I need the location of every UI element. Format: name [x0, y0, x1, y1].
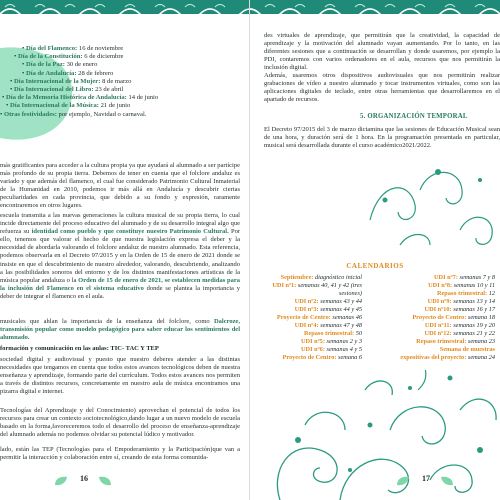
calendar-row: UDI nº10: semanas 16 y 17	[424, 306, 495, 313]
calendar-row: Repaso trimestral: semana 23	[416, 338, 495, 345]
top-swirl-border-right	[250, 0, 500, 22]
paragraph-identidad: escuela transmita a las nuevas generaciones la cultura musical de su propia tierra, lo cual incide directamente del proceso educativo del alumnado y de su desarrollo integral algo que refuerza su identidad como pueblo y que constituye nuestro Patrimonio Cultural. Por ello, tenemos que valorar el hecho de que nuestra legislación expresa el deber y la necesidad de abordarla valorando el folclore andaluz de nuestro alumnado. Esta referencia, podemos observarla en el Decreto 97/2015 y en la Orden de 15 de enero de 2021 donde se insiste en que el descubrimiento de nuestro alrededor, valorando, descubriendo, analizando a las posibilidades sonoros del entorno y de los distintos manifestaciones artísticas de la música popular andaluza o la Orden de 15 de enero de 2021, se establecen medidas para la inclusión del Flamenco en el sistema educativo donde se plantea la importancia y deber de integrar el flamenco en el aula.	[0, 212, 240, 300]
calendar-row: UDI nº2: semanas 43 y 44	[294, 298, 362, 305]
paragraph-dispositivos: Además, usaremos otros dispositivos audiovisuales que nos permitirán realizar grabaciones de vídeo a nuestro alumnado y tocar instrumentos virtuales, como son las aplicaciones digitales de teclado, entre otras herramientas que desarrollaremos en el apartado de recursos.	[264, 72, 500, 104]
calendar-row: UDI nº6: semanas 4 y 5	[300, 346, 362, 353]
date-row: • Día del Flamenco: 16 de noviembre	[22, 45, 124, 52]
page-number-right: 17	[422, 474, 430, 483]
calendar-row: expositivas del proyecto: semana 24	[400, 354, 495, 361]
calendar-row: UDI nº3: semanas 44 y 45	[294, 306, 362, 313]
calendar-row: Semana de muestras	[439, 346, 495, 353]
calendar-row: UDI nº8: semanas 10 y 11	[428, 282, 495, 289]
calendar-column-left	[250, 274, 362, 362]
calendar-row: UDI nº4: semanas 47 y 48	[294, 322, 362, 329]
paragraph-pedagogia: musicales que ahlan la importancia de la enseñanza del folclore, como Dalcroze, transmisión popular como modelo pedagógico para saber educar los sentimientos del alumnado.	[0, 318, 240, 342]
paragraph-tep: lado, están las TEP (Tecnologías para el Empoderamiento y la Participación)que van a permitir la interacción y colaboración entre sí, creando de esta forma comunida-	[0, 446, 240, 462]
calendar-row: Repaso trimestral: 12	[436, 290, 495, 297]
calendar-row: Proyecto de Centro: semana 6	[282, 354, 362, 361]
leaf-icon	[98, 476, 112, 486]
calendar-row: UDI nº5: semanas 2 y 3	[300, 338, 362, 345]
date-row: • Día Internacional del Libro: 23 de abril	[10, 86, 124, 94]
top-swirl-border-left	[0, 0, 250, 22]
calendar-row: Proyecto de Centro: semana 18	[412, 314, 495, 321]
paragraph-sociedad-digital: sociedad digital y audiovisual y puesto que nuestro deberes atender a las distintas necesidades que tengamos en cuenta que todos estos avances tecnológicos deben de nuestra enseñanza y aprendizaje, formando parte del currículum. Todos estos avances nos permiten a través de distintos recursos, concretamente en nuestro aula de música encontramos una pizarra digital e internet.	[0, 356, 240, 396]
date-row: • Día de la Constitución: 6 de diciembre	[14, 53, 124, 61]
date-row: • Día Internacional de la Mujer: 8 de marzo	[10, 77, 132, 85]
date-row: • Día de la Memoria Histórica de Andalucía: 14 de junio	[2, 94, 159, 102]
calendar-column-right	[378, 274, 495, 362]
swirl-decoration-middle	[360, 160, 500, 255]
page-number-left: 16	[80, 474, 88, 483]
calendar-row: UDI nº12: semanas 21 y 22	[424, 330, 495, 337]
paragraph-tac: Tecnologías del Aprendizaje y del Conocimiento) aprovechan el potencial de todos los recursos para crear un contexto sociotecnológico,dando lugar a un nuevo modelo de escuela basado en la forma,favoreceremos todo el desarrollo del proceso de enseñanza-aprendizaje del alumnado además no podemos olvidar su potencial lúdico y motivador.	[0, 407, 240, 439]
right-page	[250, 0, 500, 500]
section-heading-tic: formación y comunicación en las aulas: TIC- TAC Y TEP	[0, 345, 159, 352]
calendar-row: UDI nº7: semanas 7 y 8	[433, 274, 495, 281]
date-row: • Otras festividades: por ejemplo, Navidad o carnaval.	[0, 110, 147, 118]
calendar-row: sesiones)	[338, 290, 362, 297]
date-row: • Día Internacional de la Música: 21 de junio	[6, 102, 131, 110]
dates-list	[0, 45, 240, 119]
calendar-row: Repaso trimestral: 50	[303, 330, 362, 337]
date-row: • Día de la Paz: 30 de enero	[22, 61, 98, 69]
paragraph-folclore: más gratificantes para acceder a la cultura propia ya que ayudará al alumnado a ser partícipe más profundo de su propia tierra. Debemos de tener en cuenta que el folclore andaluz es variado y que además del flamenco, el cual fue considerado Patrimonio Cultural Inmaterial de la Humanidad en 2010, podemos ir más allá en Andalucía y descubrir ciertas peculiaridades en cada provincia, que debido a su fondo y expresión, raramente encontraremos en otros lugares.	[0, 162, 240, 210]
calendar-title: CALENDARIOS	[346, 262, 404, 270]
swirl-decoration-bottom	[250, 370, 500, 500]
calendar-row: UDI nº9: semanas 13 y 14	[427, 298, 495, 305]
paragraph-comunidades: des virtuales de aprendizaje, que permitirán que la creatividad, la capacidad de aprendizaje y la motivación del alumnado vayan aumentando. Por lo tanto, en las diferentes sesiones que a continuación se desarrollan y donde usaremos, por ejemplo la PDI, contaremos con varios ordenadores en el aula, recursos que nos permitirán la inclusión digital.	[264, 32, 500, 72]
date-row: • Día de Andalucía: 28 de febrero	[22, 69, 114, 77]
leaf-icon	[440, 476, 454, 486]
calendar-row: Septiembre: diagnóstico inicial	[280, 274, 362, 281]
calendar-row: Proyecto de Centro: semanas 46	[276, 314, 362, 321]
calendar-row: UDI nº1: semanas 40, 41 y 42 (tres	[272, 282, 362, 289]
section-heading-organizacion: 5. ORGANIZACIÓN TEMPORAL	[360, 113, 468, 120]
calendar-row: UDI nº11: semanas 19 y 20	[424, 322, 495, 329]
paragraph-decreto: El Decreto 97/2015 del 3 de marzo dictamina que las sesiones de Educación Musical sean de una hora, y duración será de 1 hora. En la programación presentada en particular, musical será desarrollada durante el curso académico2021/2022.	[264, 126, 500, 150]
